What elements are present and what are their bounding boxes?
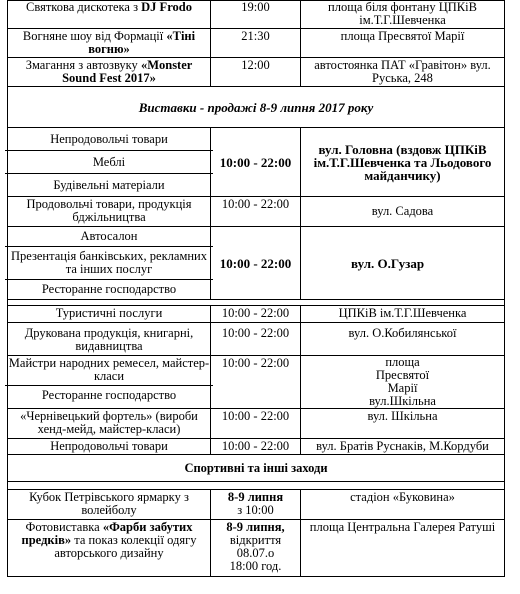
exhibition-items [8, 356, 211, 409]
exhibition-item: Майстри народних ремесел, майстер-класи [8, 356, 210, 383]
exhibition-time: 10:00 - 22:00 [211, 227, 301, 300]
event-time: 12:00 [211, 58, 301, 87]
exhibition-item: Меблі [5, 150, 213, 173]
exhibition-time: 10:00 - 22:00 [211, 439, 301, 455]
exhibition-row [8, 227, 505, 300]
event-row [8, 29, 505, 58]
exhibition-place: вул. Братів Руснаків, М.Кордуби [301, 439, 505, 455]
exhibitions-header: Виставки - продажі 8-9 липня 2017 року [8, 87, 505, 128]
exhibition-row [8, 323, 505, 356]
event-time: 19:00 [211, 1, 301, 29]
exhibition-row [8, 128, 505, 197]
event-row [8, 58, 505, 87]
exhibition-time: 10:00 - 22:00 [211, 356, 301, 409]
exhibition-place: вул. Шкільна [301, 409, 505, 439]
section-header-row [8, 87, 505, 128]
exhibition-items [8, 128, 211, 197]
exhibition-time: 10:00 - 22:00 [211, 409, 301, 439]
exhibition-place: вул. Садова [301, 197, 505, 227]
exhibition-place: вул. О.Кобилянської [301, 323, 505, 356]
exhibition-place: ЦПКіВ ім.Т.Г.Шевченка [301, 306, 505, 323]
sport-row [8, 520, 505, 577]
exhibition-time: 10:00 - 22:00 [211, 128, 301, 197]
exhibition-place: вул. О.Гузар [301, 227, 505, 300]
exhibition-item: Непродовольчі товари [50, 132, 168, 146]
exhibition-place: площа Пресвятої Марії вул.Шкільна [301, 356, 505, 409]
sport-date: 8-9 липня з 10:00 [211, 490, 301, 520]
exhibition-place: вул. Головна (вздовж ЦПКіВ ім.Т.Г.Шевченка та Льодового майданчику) [301, 128, 505, 197]
event-time: 21:30 [211, 29, 301, 58]
row-spacer [8, 482, 505, 490]
schedule-table [7, 0, 505, 577]
sport-name: Кубок Петрівського ярмарку з волейболу [8, 490, 211, 520]
section-header-row [8, 455, 505, 482]
exhibition-row [8, 356, 505, 409]
event-place: автостоянка ПАТ «Гравітон» вул. Руська, 248 [301, 58, 505, 87]
event-row [8, 1, 505, 29]
exhibition-row [8, 197, 505, 227]
sport-place: стадіон «Буковина» [301, 490, 505, 520]
exhibition-item: Ресторанне господарство [5, 279, 213, 299]
exhibition-item: Продовольчі товари, продукція бджільництва [8, 197, 211, 227]
event-name: Вогняне шоу від Формації «Тіні вогню» [8, 29, 211, 58]
exhibition-item: Автосалон [80, 229, 138, 243]
event-name: Змагання з автозвуку «Monster Sound Fest 2017» [8, 58, 211, 87]
exhibition-item: Непродовольчі товари [8, 439, 211, 455]
event-name: Святкова дискотека з DJ Frodo [8, 1, 211, 29]
exhibition-item: Будівельні матеріали [5, 173, 213, 196]
exhibition-row [8, 306, 505, 323]
sport-place: площа Центральна Галерея Ратуші [301, 520, 505, 577]
exhibition-time: 10:00 - 22:00 [211, 197, 301, 227]
event-place: площа Пресвятої Марії [301, 29, 505, 58]
exhibition-row [8, 409, 505, 439]
sport-date: 8-9 липня, відкриття 08.07.о 18:00 год. [211, 520, 301, 577]
exhibition-item: Туристичні послуги [8, 306, 211, 323]
exhibition-row [8, 439, 505, 455]
exhibition-items [8, 227, 211, 300]
event-place: площа біля фонтану ЦПКіВ ім.Т.Г.Шевченка [301, 1, 505, 29]
schedule-document [7, 0, 504, 577]
exhibition-item: Друкована продукція, книгарні, видавництва [8, 323, 211, 356]
exhibition-item: Ресторанне господарство [5, 385, 213, 405]
exhibition-time: 10:00 - 22:00 [211, 306, 301, 323]
exhibition-time: 10:00 - 22:00 [211, 323, 301, 356]
exhibition-item: Презентація банківських, рекламних та інших послуг [5, 246, 213, 279]
sport-name: Фотовиставка «Фарби забутих предків» та показ колекції одягу авторського дизайну [8, 520, 211, 577]
sport-row [8, 490, 505, 520]
sport-header: Спортивні та інші заходи [8, 455, 505, 482]
exhibition-item: «Чернівецький фортель» (вироби хенд-мейд, майстер-класи) [8, 409, 211, 439]
